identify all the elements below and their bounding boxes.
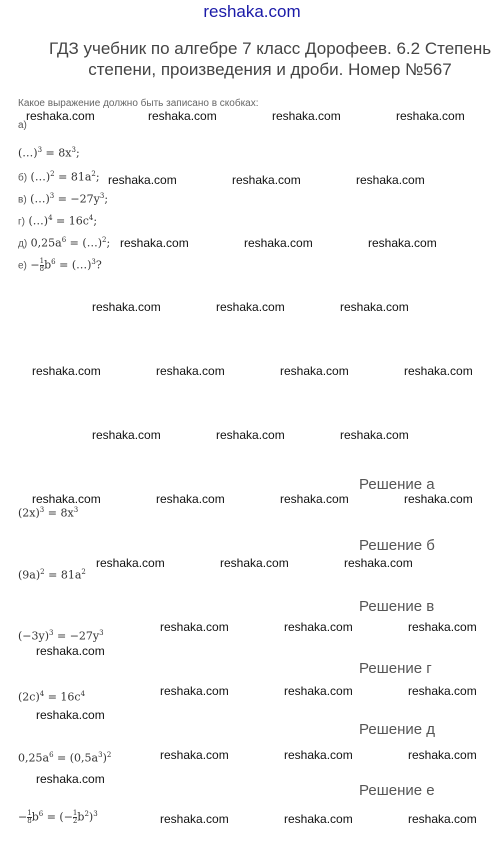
watermark: reshaka.com <box>216 300 285 314</box>
watermark: reshaka.com <box>160 684 229 698</box>
solution-e: − $\frac{1}{8}$ $b^6$ = (− $\frac{1}{2}$ $b^2)^3$ <box>18 809 98 826</box>
watermark: reshaka.com <box>272 109 341 123</box>
task-a-label: а) <box>18 120 27 131</box>
page-title: ГДЗ учебник по алгебре 7 класс Дорофеев. 6.2 Степень степени, произведения и дроби. Номер №567 <box>48 39 492 79</box>
watermark: reshaka.com <box>356 173 425 187</box>
watermark: reshaka.com <box>232 173 301 187</box>
watermark: reshaka.com <box>408 812 477 826</box>
watermark: reshaka.com <box>408 684 477 698</box>
watermark: reshaka.com <box>344 556 413 570</box>
watermark: reshaka.com <box>368 236 437 250</box>
solution-b-heading: Решение б <box>359 537 435 554</box>
watermark: reshaka.com <box>340 300 409 314</box>
solution-g: $(2c)^4 = 16c^4$ <box>18 690 86 704</box>
solution-e-heading: Решение е <box>359 782 435 799</box>
watermark: reshaka.com <box>92 300 161 314</box>
watermark: reshaka.com <box>36 772 105 786</box>
solution-d-heading: Решение д <box>359 721 435 738</box>
task-a: (…)$^3$ = $8x^3$; <box>18 146 80 160</box>
watermark: reshaka.com <box>148 109 217 123</box>
watermark: reshaka.com <box>92 428 161 442</box>
task-b: б) (…)$^2$ = $81a^2$; <box>18 170 100 184</box>
task-d: д) $0,25a^6$ = (…)$^2$; <box>18 236 111 250</box>
solution-a-heading: Решение а <box>359 476 435 493</box>
watermark: reshaka.com <box>404 364 473 378</box>
watermark: reshaka.com <box>284 620 353 634</box>
watermark: reshaka.com <box>284 684 353 698</box>
question-text: Какое выражение должно быть записано в скобках: <box>18 98 259 109</box>
watermark: reshaka.com <box>160 620 229 634</box>
watermark: reshaka.com <box>32 364 101 378</box>
solution-d: $0,25a^6 = (0,5a^3)^2$ <box>18 751 112 765</box>
watermark: reshaka.com <box>340 428 409 442</box>
watermark: reshaka.com <box>284 812 353 826</box>
watermark: reshaka.com <box>280 364 349 378</box>
watermark: reshaka.com <box>408 620 477 634</box>
solution-b: $(9a)^2 = 81a^2$ <box>18 568 86 582</box>
watermark: reshaka.com <box>156 492 225 506</box>
site-logo[interactable]: reshaka.com <box>203 2 301 21</box>
watermark: reshaka.com <box>404 492 473 506</box>
watermark: reshaka.com <box>284 748 353 762</box>
watermark: reshaka.com <box>32 492 101 506</box>
task-v: в) (…)$^3$ = $-27y^3$; <box>18 192 109 206</box>
solution-a: $(2x)^3 = 8x^3$ <box>18 506 79 520</box>
watermark: reshaka.com <box>26 109 95 123</box>
task-e: е) − $\frac{1}{8}$ $b^6$ = (…)$^3$? <box>18 257 102 274</box>
watermark: reshaka.com <box>160 812 229 826</box>
watermark: reshaka.com <box>396 109 465 123</box>
watermark: reshaka.com <box>244 236 313 250</box>
watermark: reshaka.com <box>408 748 477 762</box>
watermark: reshaka.com <box>220 556 289 570</box>
solution-v: $(-3y)^3 = -27y^3$ <box>18 629 104 643</box>
watermark: reshaka.com <box>36 708 105 722</box>
watermark: reshaka.com <box>156 364 225 378</box>
watermark: reshaka.com <box>108 173 177 187</box>
solution-v-heading: Решение в <box>359 598 435 615</box>
task-g: г) (…)$^4$ = $16c^4$; <box>18 214 98 228</box>
watermark: reshaka.com <box>216 428 285 442</box>
watermark: reshaka.com <box>160 748 229 762</box>
watermark: reshaka.com <box>36 644 105 658</box>
watermark: reshaka.com <box>280 492 349 506</box>
watermark: reshaka.com <box>96 556 165 570</box>
watermark: reshaka.com <box>120 236 189 250</box>
solution-g-heading: Решение г <box>359 660 432 677</box>
